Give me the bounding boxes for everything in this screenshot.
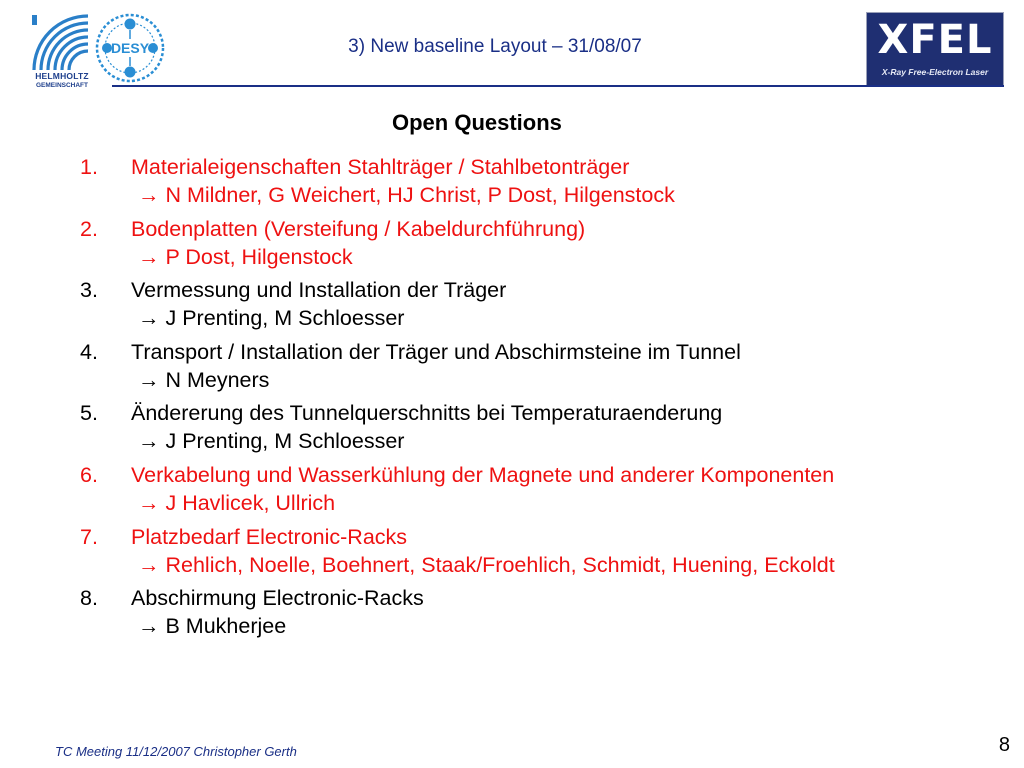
question-number: 3. [80,278,98,303]
question-number: 5. [80,401,98,426]
desy-logo [94,12,166,84]
question-responsible: → Rehlich, Noelle, Boehnert, Staak/Froehlich, Schmidt, Huening, Eckoldt [138,552,835,577]
header-divider [112,85,1004,87]
question-text: Transport / Installation der Träger und Abschirmsteine im Tunnel [131,339,741,364]
xfel-logo [866,12,1004,86]
question-number: 1. [80,155,98,179]
page-number: 8 [998,734,1010,756]
question-text: Verkabelung und Wasserkühlung der Magnete und anderer Komponenten [131,462,835,487]
question-number: 4. [80,339,98,364]
question-text: Vermessung und Installation der Träger [131,278,507,303]
question-number: 7. [80,524,98,549]
question-item [80,277,1010,339]
helmholtz-line1: HELMHOLTZ [35,71,89,81]
question-number: 6. [80,462,98,487]
desy-wordmark: DESY [110,40,150,56]
question-text: Abschirmung Electronic-Racks [131,586,424,611]
helmholtz-wordmark [30,72,94,90]
xfel-subtitle: X-Ray Free-Electron Laser [881,67,989,77]
question-text: Materialeigenschaften Stahlträger / Stahlbetonträger [131,155,630,179]
question-item [80,585,1010,647]
question-item [80,216,1010,278]
question-responsible: → P Dost, Hilgenstock [138,244,353,269]
question-responsible: → J Prenting, M Schloesser [138,306,405,331]
question-responsible: → B Mukherjee [138,614,287,639]
helmholtz-arc-icon [30,12,92,72]
helmholtz-line2: GEMEINSCHAFT [36,82,88,89]
question-responsible: → N Mildner, G Weichert, HJ Christ, P Dost, Hilgenstock [138,183,675,207]
footer-meeting-info: TC Meeting 11/12/2007 Christopher Gerth [55,744,297,759]
helmholtz-logo [30,12,92,88]
question-responsible: → J Prenting, M Schloesser [138,429,405,454]
question-item [80,400,1010,462]
slide-header-title: 3) New baseline Layout – 31/08/07 [348,36,642,57]
question-item [80,154,1010,216]
open-questions-list [80,154,1010,647]
xfel-wordmark: XFEL [877,17,993,63]
question-text: Platzbedarf Electronic-Racks [131,524,408,549]
question-text: Bodenplatten (Versteifung / Kabeldurchführung) [131,216,586,241]
question-item [80,462,1010,524]
slide-header [0,0,1024,92]
question-item [80,524,1010,586]
question-responsible: → J Havlicek, Ullrich [138,490,336,515]
question-responsible: → N Meyners [138,367,270,392]
question-text: Ändererung des Tunnelquerschnitts bei Temperaturaenderung [131,401,723,426]
question-item [80,339,1010,401]
section-title: Open Questions [392,110,562,135]
question-number: 8. [80,586,98,611]
question-number: 2. [80,216,98,241]
desy-atom-icon [94,12,166,84]
